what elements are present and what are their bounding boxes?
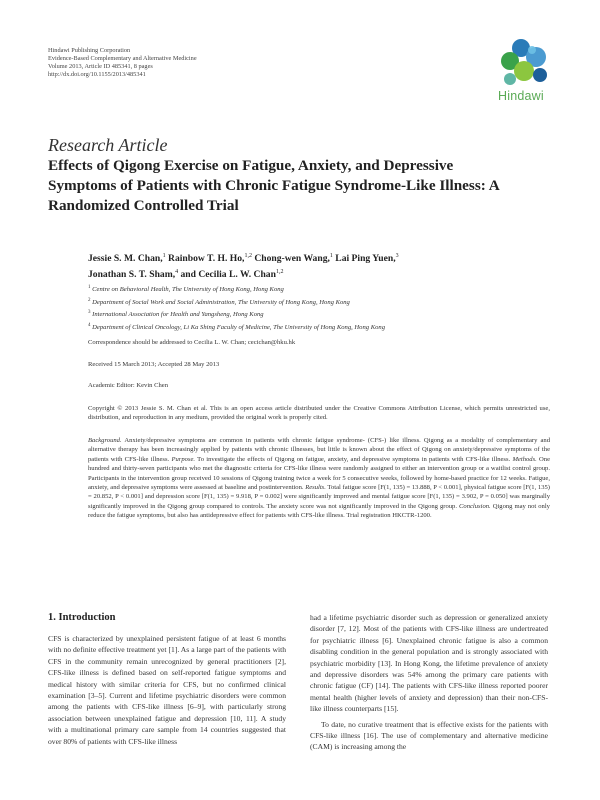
author-sup: 4 [175, 268, 179, 275]
affiliation: $^4$ Department of Clinical Oncology, Li Ka Shing Faculty of Medicine, The University of Hong Kong, Hong Kong [88, 323, 385, 332]
abstract-text: To investigate the effects of Qigong on fatigue, anxiety, and depressive symptoms in patients with CFS-like illness. [195, 455, 513, 463]
author: and Cecilia L. W. Chan [180, 268, 276, 280]
correspondence: Correspondence should be addressed to Cecilia L. W. Chan; cecichan@hku.hk [88, 339, 296, 346]
author: Rainbow T. H. Ho, [168, 253, 245, 265]
affiliations [88, 283, 538, 334]
author-sup: 3 [395, 253, 399, 259]
author: Lai Ping Yuen, [335, 253, 396, 265]
publisher: Hindawi Publishing Corporation [48, 47, 131, 54]
abstract [88, 436, 550, 521]
abstract-label: Results. [305, 484, 326, 492]
hindawi-logo-text: Hindawi [498, 89, 544, 103]
abstract-label: Conclusion. [459, 502, 491, 510]
paragraph: To date, no curative treatment that is effective exists for the patients with CFS-like illness [16]. The use of complementary and alternative medicine (CAM) is increasing among the [310, 719, 548, 752]
abstract-text: Total fatigue score [F(1, 135) = 13.888, P < 0.001], physical fatigue score [F(1, 135) = 20.852, P < 0.001] and depression score [F(1, 135) = 9.918, P = 0.002] were significantly improved and mental fatigue score [F(1, 135) = 3.902, P = 0.050] was marginally significantly improved in the Qigong group compared to controls. The anxiety score was not significantly improved in the Qigong group. [88, 484, 550, 510]
academic-editor: Academic Editor: Kevin Chen [88, 382, 169, 389]
author-sup: 1,2 [275, 268, 284, 275]
abstract-label: Methods. [512, 455, 537, 463]
author-sup: 1 [329, 253, 333, 259]
body-column-left [48, 633, 286, 747]
affiliation: $^2$ Department of Social Work and Social Administration, The University of Hong Kong, Hong Kong [88, 297, 350, 306]
paragraph: CFS is characterized by unexplained persistent fatigue of at least 6 months with no definite effective treatment yet [1]. As a large part of the patients with CFS in the community remain unrecognized by general practitioners [2], CFS-like illness is defined based on self-reported fatigue symptoms and medical history with similar criteria for CFS, but no confirmed clinical examination [3–5]. Current and lifetime psychiatric disorders were common among the patients with CFS-like illness [6–9], with particularly strong association between unexplained fatigue and depression [10, 11]. A study with a multinational primary care sample from 14 countries suggested that over 80% of patients with CFS-like illness [48, 634, 286, 746]
author: Jessie S. M. Chan, [88, 253, 163, 265]
abstract-text: Qigong may not only reduce the fatigue symptoms, but also has antidepressive effect for patients with CFS-like illness. Trial registration HKCTR-1200. [88, 502, 550, 520]
author-sup: 1 [162, 253, 166, 259]
dates: Received 15 March 2013; Accepted 28 May 2013 [88, 361, 220, 368]
volume-info: Volume 2013, Article ID 485341, 8 pages [48, 63, 153, 70]
article-type: Research Article [48, 135, 168, 155]
copyright-notice: Copyright © 2013 Jessie S. M. Chan et al. This is an open access article distributed under the Creative Commons Attribution License, which permits unrestricted use, distribution, and reproduction in any medium, provided the original work is properly cited. [88, 405, 550, 422]
section-heading: 1. Introduction [48, 612, 116, 623]
paragraph: had a lifetime psychiatric disorder such as depression or generalized anxiety disorder [7, 12]. Most of the patients with CFS-like illness are undertreated for psychiatric illness [6]. Unexplained chronic fatigue is also a common disabling condition in the general population and is strongly associated with psychiatric morbidity [13]. In Hong Kong, the lifetime prevalence of anxiety and depressive disorders was 54% among the primary care patients with chronic fatigue (CF) [14]. The patients with CFS-like illness reported poorer mental health (higher levels of anxiety and depression) than their non-CFS-like illness counterparts [15]. [310, 613, 548, 714]
author-list [88, 250, 538, 281]
abstract-text: Anxiety/depressive symptoms are common in patients with chronic fatigue syndrome- (CFS-) like illness. Qigong as a modality of complementary and alternative therapy has been increasingly applied by patients with chronic illnesses, but little is known about the effect of Qigong on anxiety/depressive symptoms of the patients with CFS-like illness. [88, 437, 550, 463]
doi-link[interactable]: http://dx.doi.org/10.1155/2013/485341 [48, 71, 146, 78]
abstract-label: Background. [88, 437, 122, 444]
author: Chong-wen Wang, [254, 253, 330, 265]
body-column-right [310, 612, 548, 753]
article-title: Effects of Qigong Exercise on Fatigue, Anxiety, and Depressive Symptoms of Patients with Chronic Fatigue Syndrome-Like Illness: A Randomized Controlled Trial [48, 157, 499, 214]
author-sup: 1,2 [244, 253, 252, 259]
abstract-label: Purpose. [171, 455, 196, 463]
journal-name: Evidence-Based Complementary and Alternative Medicine [48, 55, 197, 62]
author: Jonathan S. T. Sham, [88, 268, 176, 280]
affiliation: $^3$ International Association for Health and Yangsheng, Hong Kong [88, 310, 264, 319]
journal-header [48, 47, 197, 79]
affiliation: $^1$ Centre on Behavioral Health, The University of Hong Kong, Hong Kong [88, 285, 284, 294]
abstract-text: One hundred and thirty-seven participants who met the diagnostic criteria for CFS-like illness were randomly assigned to either an intervention group or a waitlist control group. Participants in the intervention group received 10 sessions of Qigong training twice a week for 5 consecutive weeks, followed by home-based practice for 12 weeks. Fatigue, anxiety, and depressive symptoms were assessed at baseline and postintervention. [88, 455, 551, 492]
